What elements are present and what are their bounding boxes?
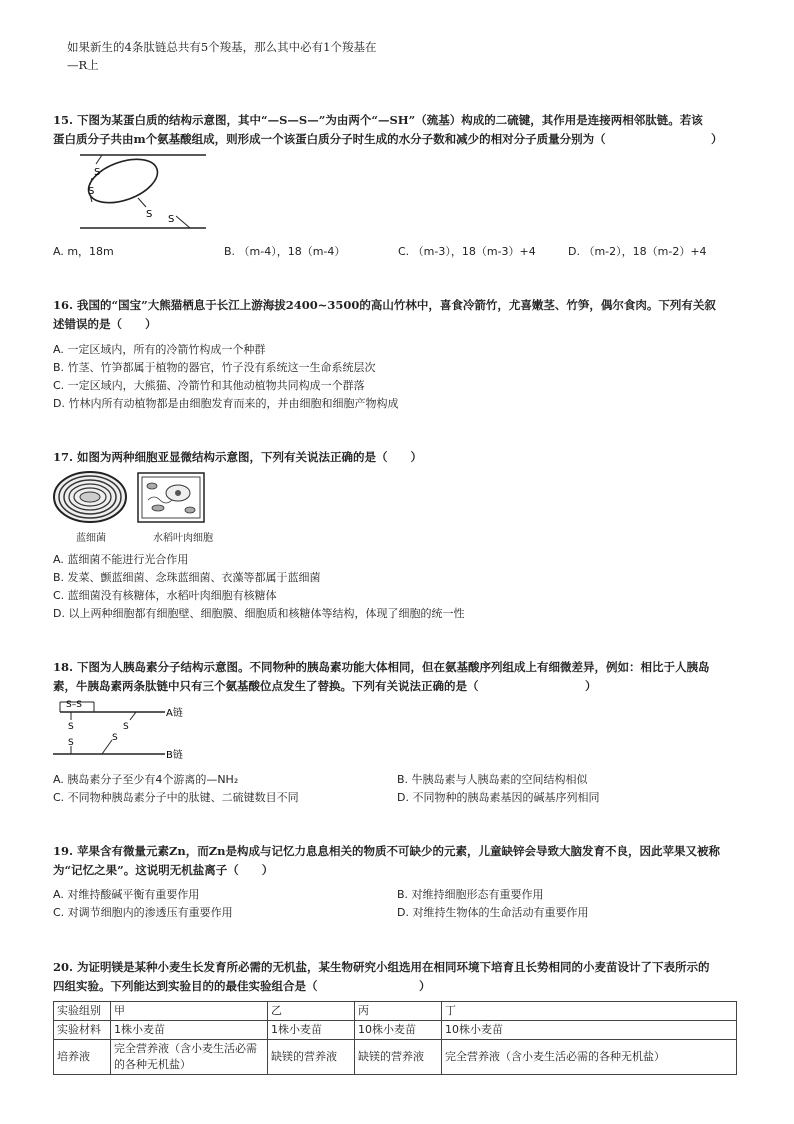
table-cell: 完全营养液（含小麦生活必需的各种无机盐） bbox=[442, 1040, 737, 1075]
q17-option-d[interactable]: D. 以上两种细胞都有细胞壁、细胞膜、细胞质和核糖体等结构，体现了细胞的统一性 bbox=[53, 607, 465, 620]
q16-option-c[interactable]: C. 一定区域内，大熊猫、冷箭竹和其他动植物共同构成一个群落 bbox=[53, 379, 365, 392]
table-cell: 缺镁的营养液 bbox=[355, 1040, 442, 1075]
table-cell: 完全营养液（含小麦生活必需的各种无机盐） bbox=[111, 1040, 268, 1075]
chain-b-label: B链 bbox=[166, 750, 183, 761]
q17-option-c[interactable]: C. 蓝细菌没有核糖体，水稻叶肉细胞有核糖体 bbox=[53, 589, 277, 602]
q20-stem-line2: 四组实验。下列能达到实验目的的最佳实验组合是（ bbox=[53, 979, 318, 993]
table-cell: 实验材料 bbox=[54, 1021, 111, 1040]
q19-option-c[interactable]: C. 对调节细胞内的渗透压有重要作用 bbox=[53, 906, 233, 919]
sulfur-label-1: S bbox=[94, 167, 101, 178]
sulfur-label-3: S bbox=[146, 209, 153, 220]
insulin-s-label-3: S bbox=[123, 722, 129, 732]
q15-option-d[interactable]: D. （m-2），18（m-2）+4 bbox=[568, 245, 707, 258]
table-row bbox=[54, 1021, 737, 1040]
table-cell: 1株小麦苗 bbox=[111, 1021, 268, 1040]
sulfur-label-4: S bbox=[168, 214, 175, 225]
table-row bbox=[54, 1002, 737, 1021]
q17-option-b[interactable]: B. 发菜、颤蓝细菌、念珠蓝细菌、衣藻等都属于蓝细菌 bbox=[53, 571, 321, 584]
q16-option-b[interactable]: B. 竹茎、竹笋都属于植物的器官，竹子没有系统这一生命系统层次 bbox=[53, 361, 376, 374]
q15-stem-line1: 15. 下图为某蛋白质的结构示意图，其中“—S—S—”为由两个“—SH”（巯基）构成的二硫键，其作用是连接两相邻肽链。若该 bbox=[53, 113, 703, 127]
table-cell: 10株小麦苗 bbox=[355, 1021, 442, 1040]
prev-line2: —R上 bbox=[67, 58, 99, 72]
insulin-s-label-2: S bbox=[68, 738, 74, 748]
insulin-structure-diagram bbox=[50, 695, 200, 763]
insulin-s-label-1: S bbox=[68, 722, 74, 732]
rice-leaf-cell-label: 水稻叶肉细胞 bbox=[153, 533, 213, 544]
q18-option-b[interactable]: B. 牛胰岛素与人胰岛素的空间结构相似 bbox=[397, 773, 588, 786]
q17-stem: 17. 如图为两种细胞亚显微结构示意图，下列有关说法正确的是（ ） bbox=[53, 450, 423, 464]
insulin-s-label-4: S bbox=[112, 733, 118, 743]
cell-structure-images bbox=[52, 470, 210, 526]
q17-option-a[interactable]: A. 蓝细菌不能进行光合作用 bbox=[53, 553, 189, 566]
q15-close-paren: ） bbox=[711, 132, 723, 146]
table-cell: 1株小麦苗 bbox=[268, 1021, 355, 1040]
q16-option-d[interactable]: D. 竹林内所有动植物都是由细胞发育而来的，并由细胞和细胞产物构成 bbox=[53, 397, 399, 410]
protein-structure-diagram bbox=[80, 150, 212, 235]
q20-close-paren: ） bbox=[419, 979, 431, 993]
table-cell: 实验组别 bbox=[54, 1002, 111, 1021]
q18-stem-line1: 18. 下图为人胰岛素分子结构示意图。不同物种的胰岛素功能大体相同，但在氨基酸序列组成上有细微差异，例如：相比于人胰岛 bbox=[53, 660, 710, 674]
q18-option-a[interactable]: A. 胰岛素分子至少有4个游离的—NH₂ bbox=[53, 773, 239, 786]
q16-option-a[interactable]: A. 一定区域内，所有的冷箭竹构成一个种群 bbox=[53, 343, 266, 356]
q19-stem-line1: 19. 苹果含有微量元素Zn，而Zn是构成与记忆力息息相关的物质不可缺少的元素，儿童缺锌会导致大脑发育不良，因此苹果又被称 bbox=[53, 844, 721, 858]
insulin-disulfide-top: S–S bbox=[66, 700, 82, 710]
q16-stem-line1: 16. 我国的“国宝”大熊猫栖息于长江上游海拔2400~3500的高山竹林中，喜食冷箭竹，尤喜嫩茎、竹笋，偶尔食肉。下列有关叙 bbox=[53, 298, 716, 312]
table-cell: 乙 bbox=[268, 1002, 355, 1021]
q18-option-c[interactable]: C. 不同物种胰岛素分子中的肽键、二硫键数目不同 bbox=[53, 791, 299, 804]
q15-option-b[interactable]: B. （m-4），18（m-4） bbox=[224, 245, 346, 258]
q19-stem-line2: 为“记忆之果”。这说明无机盐离子（ ） bbox=[53, 863, 274, 877]
q15-option-a[interactable]: A. m，18m bbox=[53, 245, 114, 258]
cyanobacteria-label: 蓝细菌 bbox=[76, 533, 106, 544]
q18-close-paren: ） bbox=[585, 679, 597, 693]
table-cell: 丁 bbox=[442, 1002, 737, 1021]
table-row bbox=[54, 1040, 737, 1075]
table-cell: 10株小麦苗 bbox=[442, 1021, 737, 1040]
table-cell: 培养液 bbox=[54, 1040, 111, 1075]
q19-option-b[interactable]: B. 对维持细胞形态有重要作用 bbox=[397, 888, 544, 901]
q16-stem-line2: 述错误的是（ ） bbox=[53, 317, 157, 331]
table-cell: 甲 bbox=[111, 1002, 268, 1021]
sulfur-label-2: S bbox=[88, 186, 95, 197]
prev-line1: 如果新生的4条肽链总共有5个羧基，那么其中必有1个羧基在 bbox=[67, 40, 377, 54]
experiment-table bbox=[53, 1001, 737, 1075]
q19-option-a[interactable]: A. 对维持酸碱平衡有重要作用 bbox=[53, 888, 200, 901]
chain-a-label: A链 bbox=[166, 708, 183, 719]
q15-option-c[interactable]: C. （m-3），18（m-3）+4 bbox=[398, 245, 536, 258]
q20-stem-line1: 20. 为证明镁是某种小麦生长发育所必需的无机盐，某生物研究小组选用在相同环境下培育且长势相同的小麦苗设计了下表所示的 bbox=[53, 960, 710, 974]
q19-option-d[interactable]: D. 对维持生物体的生命活动有重要作用 bbox=[397, 906, 589, 919]
q18-stem-line2: 素，牛胰岛素两条肽链中只有三个氨基酸位点发生了替换。下列有关说法正确的是（ bbox=[53, 679, 479, 693]
table-cell: 缺镁的营养液 bbox=[268, 1040, 355, 1075]
q18-option-d[interactable]: D. 不同物种的胰岛素基因的碱基序列相同 bbox=[397, 791, 600, 804]
q15-stem-line2: 蛋白质分子共由m个氨基酸组成，则形成一个该蛋白质分子时生成的水分子数和减少的相对分子质量分别为（ bbox=[53, 132, 606, 146]
table-cell: 丙 bbox=[355, 1002, 442, 1021]
